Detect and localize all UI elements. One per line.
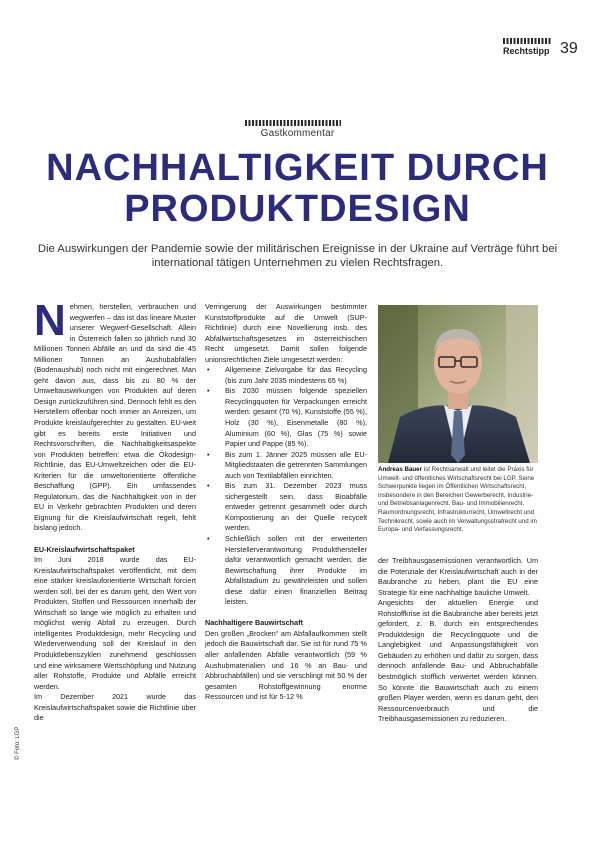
list-item: • Schließlich sollen mit der erweiterten Herstellerverantwortung Produkthersteller dafür verantwortlich gemacht werden, die Bewirtschaftung ihrer Produkte im Abfallstadium zu gewährleisten und sollen diese dafür einen finanziellen Beitrag leisten. — [205, 534, 367, 608]
list-item: • Allgemeine Zielvorgabe für das Recycling (bis zum Jahr 2035 mindestens 65 %) — [205, 365, 367, 386]
column-2 — [205, 302, 367, 703]
column-3 — [378, 556, 538, 725]
column-1 — [34, 296, 197, 724]
list-item: • Bis zum 1. Jänner 2025 müssen alle EU-Mitgliedstaaten die getrennten Sammlungen auch von Textilabfällen einrichten. — [205, 450, 367, 482]
page-number: 39 — [560, 40, 578, 57]
drop-cap: N — [34, 296, 66, 345]
section-paragraph: der Treibhausgasemissionen verantwortlich. Um die Potenziale der Kreislaufwirtschaft auch in der Baubranche zu heben, plant die EU eine Strategie für eine nachhaltige bauliche Umwelt. — [378, 556, 538, 597]
title-text: NACHHALTIGKEIT DURCH PRODUKTDESIGN — [46, 147, 549, 230]
section-paragraph: Im Dezember 2021 wurde das Kreislaufwirtschaftspaket sowie die Richtlinie über die — [34, 692, 196, 723]
author-photo — [378, 305, 538, 463]
photo-credit: © Foto: LGP — [15, 726, 21, 760]
article-subtitle: Die Auswirkungen der Pandemie sowie der militärischen Ereignisse in der Ukraine auf Verträge führt bei international tätigen Unternehmen zu vielen Rechtsfragen. — [37, 243, 558, 269]
intro-text: ehmen, herstellen, verbrauchen und wegwerfen – das ist das lineare Muster unserer Wegwerf-Gesellschaft. Allein in Österreich fallen so jährlich rund 30 Millionen Tonnen Abfälle an und da sind die 45 Millionen Tonnen an Aushubabfällen (Bodenaushub) noch nicht mit eingerechnet. Man geht davon aus, dass bis zu 80 % der Umweltauswirkungen von Produkten auf deren Design zurückzuführen sind. Dennoch fehlt es den Herstellern offenbar noch immer an Anreizen, um Produkte kreislaufgerechter zu gestalten. EU-weit gibt es bereits erste Initiativen und Rechtsvorschriften, die Nachhaltigkeitsaspekte von Produkten betreffen: etwa die Ökodesign-Richtlinie, das EU-Umweltzeichen oder die EU-Kriterien für die umweltorientierte öffentliche Beschaffung (GPP). Ein umfassendes Regulatorium, das die Nachhaltigkeit von in der EU in Verkehr gebrachten Produkten und deren Eignung für die Kreislaufwirtschaft regelt, fehlt bislang jedoch. — [34, 302, 197, 533]
section-label: Rechtstipp — [503, 46, 550, 56]
column-intro: Verringerung der Auswirkungen bestimmter Kunststoffprodukte auf die Umwelt (SUP-Richtlinie) durch eine Novellierung insb. des Abfallwirtschaftsgesetzes im österreichischen Recht umgesetzt. Damit sollen folgende unionsrechtlichen Ziele umgesetzt werden: — [205, 302, 367, 364]
list-item: • Bis zum 31. Dezember 2023 muss sichergestellt sein, dass Bioabfälle entweder getrennt gesammelt oder durch Kompostierung an der Quelle recycelt werden. — [205, 481, 367, 534]
section-heading-eu: EU-Kreislaufwirtschaftspaket — [34, 544, 135, 554]
list-item: • Bis 2030 müssen folgende speziellen Recyclingquoten für Verpackungen erreicht werden: gesamt (70 %), Kunststoffe (55 %), Holz (30 %), Eisenmetalle (80 %), Aluminium (60 %), Glas (75 %) sowie Papier und Pappe (85 %). — [205, 386, 367, 449]
header-stripes-decoration — [503, 38, 551, 44]
kicker-stripes-decoration — [245, 120, 341, 126]
section-paragraph: Angesichts der aktuellen Energie und Rohstoffkrise ist die Baubranche aber bereits jetzt gefordert, z. B. durch ein entsprechendes Produktdesign die Recyclingquote und die Langlebigkeit und Anpassungsfähigkeit von Gebäuden zu erhöhen und dafür zu sorgen, dass dennoch anfallende Bau- und Abbruchabfälle bestmöglich stofflich verwertet werden können. So könnte die Bauwirtschaft auch zu einem großen Player werden, wenn es darum geht, den Ressourcenverbrauch und die Treibhausgasemissionen zu reduzieren. — [378, 598, 538, 724]
author-caption — [378, 466, 538, 535]
section-paragraph: Den großen „Brocken“ am Abfallaufkommen stellt jedoch die Bauwirtschaft dar. Sie ist für rund 75 % aller anfallenden Abfälle verantwortlich (59 % Aushubmaterialien und 16 % an Bau- und Abbruchabfällen) und sie verschlingt mit 50 % der gesamten Rohstoffgewinnung enorme Ressourcen und ist für 5-12 % — [205, 628, 367, 702]
author-bio: ist Rechtsanwalt und leitet die Praxis für Umwelt- und öffentliches Wirtschaftsrecht bei LGP. Seine Schwerpunkte liegen im Öffentlichen Wirtschaftsrecht, insbesondere in den Bereichen Gewerberecht, Industrie- und Betriebsanlagenrecht, Bau- und Immobilienrecht, Raumordnungsrecht, Infrastrukturrecht, Umweltrecht und Technikrecht, sowie auch im Verwaltungsstrafrecht und im Europa- und Verfassungsrecht. — [378, 466, 537, 534]
section-paragraph: Im Juni 2018 wurde das EU-Kreislaufwirtschaftspaket veröffentlicht, mit dem eine stärker kreislauforientierte Wirtschaft forciert werden soll, bei der es darum geht, den Wert von Produkten, Stoffen und Ressourcen innerhalb der Wirtschaft so lange wie möglich zu erhalten und möglichst wenig Abfall zu erzeugen. Durch intelligentes Produktdesign, mehr Recycling und Wiederverwendung soll der Kreislauf in den Produktlebenszyklen zunehmend geschlossen und eine wirksamere Wertschöpfung und Nutzung aller Rohstoffe, Produkte und Abfälle erreicht werden. — [34, 555, 196, 691]
kicker: Gastkommentar — [260, 128, 335, 139]
intro-paragraph — [34, 296, 197, 534]
targets-list — [205, 365, 367, 608]
author-name: Andreas Bauer — [378, 466, 423, 473]
section-heading-bau: Nachhaltigere Bauwirtschaft — [205, 618, 303, 628]
article-title — [0, 148, 595, 230]
